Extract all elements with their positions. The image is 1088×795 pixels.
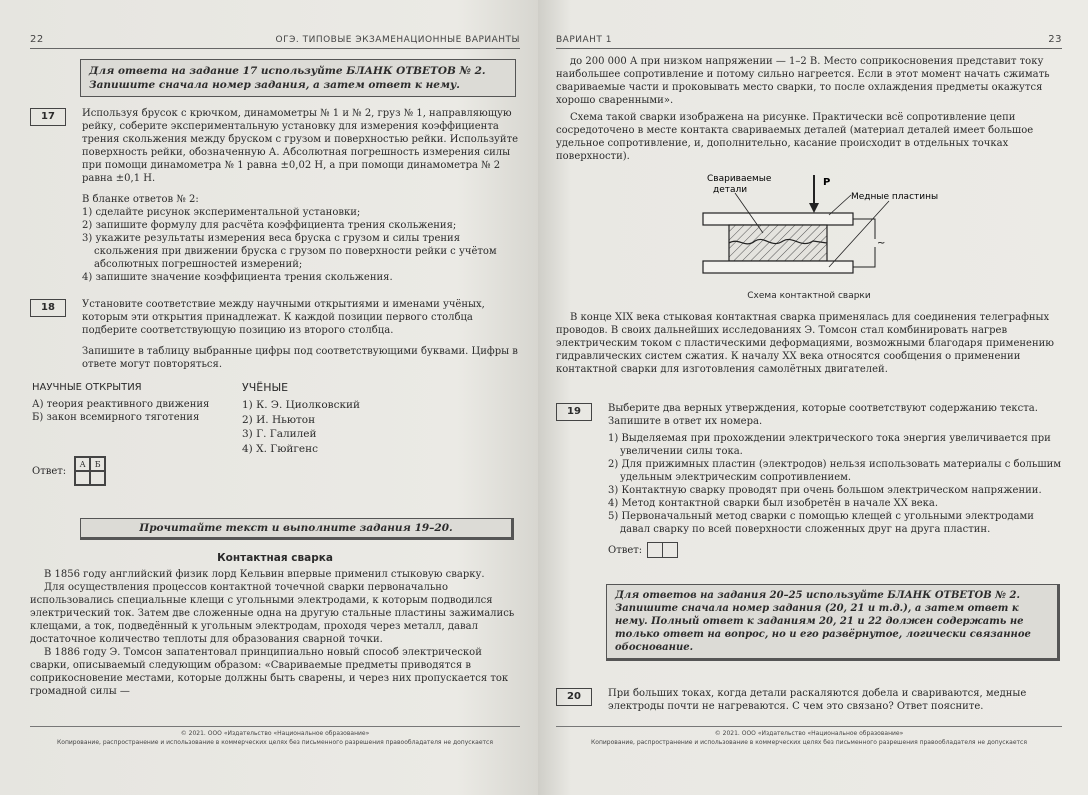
- answer-cell[interactable]: [662, 542, 678, 558]
- article-paragraph: Схема такой сварки изображена на рисунке. Практически всё сопротивление цепи сосредоточено в месте контакта свариваемых деталей (материал деталей имеет большое удельное сопротивление, и, дополнительно, касание происходит в отдельных точках поверхности).: [556, 112, 1034, 162]
- answer-19: [608, 542, 1062, 558]
- footer-rights: Копирование, распространение и использование в коммерческих целях без письменного разрешения правообладателя не допускается: [57, 739, 493, 746]
- ac-source-icon: ~: [877, 238, 886, 249]
- grid-header-a: А: [75, 457, 90, 471]
- running-head-left: [30, 34, 520, 49]
- list-item: 2) И. Ньютон: [242, 413, 316, 426]
- leader-line: [829, 195, 851, 215]
- task-18: [30, 298, 520, 486]
- circuit-wire: [853, 247, 875, 267]
- list-item: 2) запишите формулу для расчёта коэффициента трения скольжения;: [82, 220, 457, 231]
- right-page: [538, 0, 1088, 795]
- footer-right: [556, 726, 1062, 747]
- task-19-text: Выберите два верных утверждения, которые соответствуют содержанию текста. Запишите в ответ их номера.: [608, 403, 1038, 427]
- grid-header-b: Б: [90, 457, 105, 471]
- list-item: 4) Х. Гюйгенс: [242, 442, 318, 455]
- article-paragraph: В 1886 году Э. Томсон запатентовал принципиально новый способ электрической сварки, описываемый следующим образом: «Свариваемые предметы приводятся в соприкосновение местами, которые должны быть сварены, и через них пропускается ток громадной силы —: [30, 647, 509, 697]
- list-item: 1) сделайте рисунок экспериментальной установки;: [82, 207, 361, 218]
- task-19: [556, 402, 1062, 558]
- task-17-items: [82, 206, 520, 284]
- list-item: 4) запишите значение коэффициента трения скольжения.: [82, 272, 393, 283]
- leader-line: [829, 201, 889, 267]
- task-17-blank-intro: В бланке ответов № 2:: [82, 194, 199, 205]
- copper-plate-top: [703, 213, 853, 225]
- task-number-17: 17: [30, 108, 66, 126]
- article-paragraph: до 200 000 А при низком напряжении — 1–2 В. Место соприкосновения представит току наибольшее сопротивление и потому сильно нагреется. Если в этот момент начать сжимать свариваемые части и проковывать место сварки, то после охлаждения предметы окажутся хорошо сваренными».: [556, 56, 1050, 106]
- force-arrowhead: [809, 203, 819, 213]
- page-number-left: 22: [30, 34, 44, 45]
- task-17: [30, 107, 520, 284]
- footer-copyright: © 2021. ООО «Издательство «Национальное образование»: [714, 730, 904, 737]
- task-number-18: 18: [30, 299, 66, 317]
- answer-grid[interactable]: [74, 456, 106, 486]
- task-18-instruction: Запишите в таблицу выбранные цифры под соответствующими буквами. Цифры в ответе могут повторяться.: [82, 346, 518, 370]
- list-item: 3) укажите результаты измерения веса бруска с грузом и силы трения скольжения при движении бруска с грузом по поверхности рейки с учётом абсолютных погрешностей измерений;: [82, 233, 497, 270]
- footer-left: [30, 726, 520, 747]
- figure-caption: Схема контактной сварки: [747, 291, 871, 301]
- list-item: 5) Первоначальный метод сварки с помощью клещей с угольными электродами давал сварку по всей поверхности сложенных друг на друга пластин.: [608, 511, 1034, 535]
- list-item: 3) Г. Галилей: [242, 428, 317, 440]
- running-head-variant: ВАРИАНТ 1: [556, 35, 612, 45]
- note-box-20-25: Для ответов на задания 20–25 используйте БЛАНК ОТВЕТОВ № 2. Запишите сначала номер задания (20, 21 и т.д.), а затем ответ к нему. Полный ответ к заданиям 20, 21 и 22 должен содержать не только ответ на вопрос, но и его развёрнутое, логически связанное обоснование.: [606, 584, 1060, 661]
- grid-cell-b[interactable]: [90, 471, 105, 485]
- welding-diagram: [679, 171, 939, 289]
- copper-plate-bottom: [703, 261, 853, 273]
- running-head-right: [556, 34, 1062, 49]
- list-item: 3) Контактную сварку проводят при очень большом электрическом напряжении.: [608, 485, 1042, 496]
- answer-cell[interactable]: [647, 542, 663, 558]
- article-paragraph: Для осуществления процессов контактной точечной сварки первоначально использовались специальные клещи с угольными электродами, к которым подводился электрический ток. Затем две сложенные одна на другую стальные пластины зажимались клещами, а ток, подведённый к угольным электродам, проходя через металл, давал достаточное количество теплоты для образования сварной точки.: [30, 582, 515, 645]
- task-number-19: 19: [556, 403, 592, 421]
- answer-label: Ответ:: [608, 544, 643, 556]
- col-head-discoveries: НАУЧНЫЕ ОТКРЫТИЯ: [32, 382, 142, 393]
- welding-figure: [556, 171, 1062, 301]
- read-text-bar: Прочитайте текст и выполните задания 19–20.: [80, 518, 514, 540]
- list-item: 2) Для прижимных пластин (электродов) нельзя использовать материалы с большим удельным электрическим сопротивлением.: [608, 459, 1062, 483]
- page-number-right: 23: [1048, 34, 1062, 45]
- col-head-scientists: УЧЁНЫЕ: [242, 381, 289, 394]
- task-20: [556, 687, 1062, 713]
- task-17-text: Используя брусок с крючком, динамометры № 1 и № 2, груз № 1, направляющую рейку, соберите экспериментальную установку для измерения коэффициента трения скольжения между бруском с грузом и поверхностью рейки. Используйте поверхность рейки, обозначенную А. Абсолютная погрешность измерения силы при помощи динамометра № 1 равна ±0,02 Н, а при помощи динамометра № 2 равна ±0,1 Н.: [82, 108, 519, 184]
- note-top: Для ответа на задание 17 используйте БЛАНК ОТВЕТОВ № 2. Запишите сначала номер задания, а затем ответ к нему.: [80, 59, 516, 97]
- answer-18: [32, 456, 520, 486]
- label-plates: Медные пластины: [851, 192, 939, 202]
- footer-copyright: © 2021. ООО «Издательство «Национальное образование»: [180, 730, 370, 737]
- list-item: А) теория реактивного движения: [32, 399, 210, 410]
- list-item: Б) закон всемирного тяготения: [32, 412, 200, 423]
- task-20-text: При больших токах, когда детали раскаляются добела и свариваются, медные электроды почти не нагреваются. С чем это связано? Ответ поясните.: [608, 688, 1027, 712]
- running-head-title: ОГЭ. ТИПОВЫЕ ЭКЗАМЕНАЦИОННЫЕ ВАРИАНТЫ: [275, 35, 520, 45]
- task-19-items: [608, 432, 1062, 536]
- article-paragraph: В 1856 году английский физик лорд Кельвин впервые применил стыковую сварку.: [44, 569, 485, 580]
- footer-rights: Копирование, распространение и использование в коммерческих целях без письменного разрешения правообладателя не допускается: [591, 739, 1027, 746]
- list-item: 1) Выделяемая при прохождении электрического тока энергия увеличивается при увеличении силы тока.: [608, 433, 1051, 457]
- left-page: [0, 0, 538, 795]
- article-paragraph: В конце XIX века стыковая контактная сварка применялась для соединения телеграфных проводов. В своих дальнейших исследованиях Э. Томсон стал комбинировать нагрев электрическим током с пластическими деформациями, возможными благодаря применению гидравлических систем сжатия. К началу XX века относятся сообщения о применении контактной сварки для изготовления самолётных двигателей.: [556, 312, 1054, 375]
- answer-label: Ответ:: [32, 465, 67, 477]
- article-title: Контактная сварка: [217, 552, 333, 564]
- task-18-text: Установите соответствие между научными открытиями и именами учёных, которым эти открытия принадлежат. К каждой позиции первого столбца подберите соответствующую позицию из второго столбца.: [82, 299, 485, 336]
- label-parts-2: детали: [713, 185, 748, 195]
- label-parts-1: Свариваемые: [707, 174, 772, 184]
- task-number-20: 20: [556, 688, 592, 706]
- list-item: 4) Метод контактной сварки был изобретён в начале XX века.: [608, 498, 939, 509]
- grid-cell-a[interactable]: [75, 471, 90, 485]
- label-p: P: [823, 177, 831, 188]
- list-item: 1) К. Э. Циолковский: [242, 399, 361, 411]
